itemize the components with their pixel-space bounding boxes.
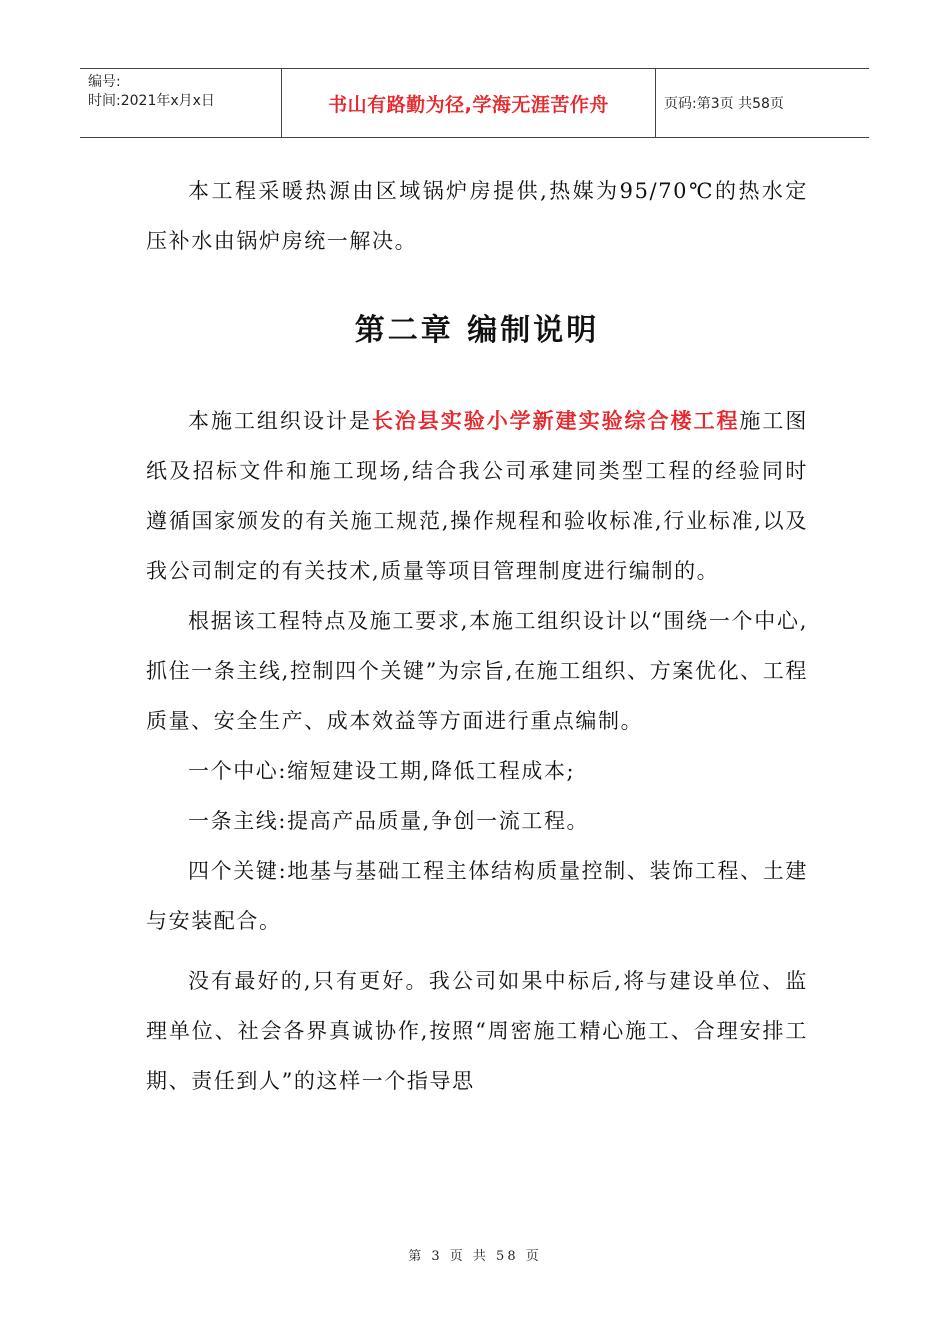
page-footer: 第 3 页 共 58 页 bbox=[408, 1249, 542, 1264]
header-page-info: 页码:第3页 共58页 bbox=[664, 96, 784, 112]
project-name-highlight: 长治县实验小学新建实验综合楼工程 bbox=[371, 408, 740, 433]
paragraph-one-mainline: 一条主线:提高产品质量,争创一流工程。 bbox=[188, 809, 590, 833]
paragraph-four-keys: 四个关键:地基与基础工程主体结构质量控制、装饰工程、土建与安装配合。 bbox=[146, 859, 808, 933]
paragraph-one-center: 一个中心:缩短建设工期,降低工程成本; bbox=[188, 759, 576, 783]
header-motto: 书山有路勤为径,学海无涯苦作舟 bbox=[282, 69, 656, 137]
paragraph-design-basis bbox=[146, 396, 808, 596]
page-header bbox=[80, 68, 869, 138]
header-meta bbox=[80, 69, 282, 137]
document-time-label: 时间:2021年x月x日 bbox=[88, 93, 215, 109]
document-body bbox=[146, 166, 808, 1106]
paragraph-heating-source: 本工程采暖热源由区域锅炉房提供,热媒为95/70℃的热水定压补水由锅炉房统一解决。 bbox=[146, 179, 808, 253]
chapter-title: 第二章 编制说明 bbox=[354, 313, 600, 348]
design-basis-suffix: 施工图纸及招标文件和施工现场,结合我公司承建同类型工程的经验同时遵循国家颁发的有关施工规范,操作规程和验收标准,行业标准,以及我公司制定的有关技术,质量等项目管理制度进行编制的。 bbox=[146, 409, 808, 583]
design-basis-prefix: 本施工组织设计是 bbox=[188, 409, 372, 433]
paragraph-commitment: 没有最好的,只有更好。我公司如果中标后,将与建设单位、监理单位、社会各界真诚协作,按照“周密施工精心施工、合理安排工期、责任到人”的这样一个指导思 bbox=[146, 969, 808, 1093]
document-number-label: 编号: bbox=[88, 74, 121, 90]
paragraph-design-principle: 根据该工程特点及施工要求,本施工组织设计以“围绕一个中心,抓住一条主线,控制四个关键”为宗旨,在施工组织、方案优化、工程质量、安全生产、成本效益等方面进行重点编制。 bbox=[146, 609, 808, 733]
